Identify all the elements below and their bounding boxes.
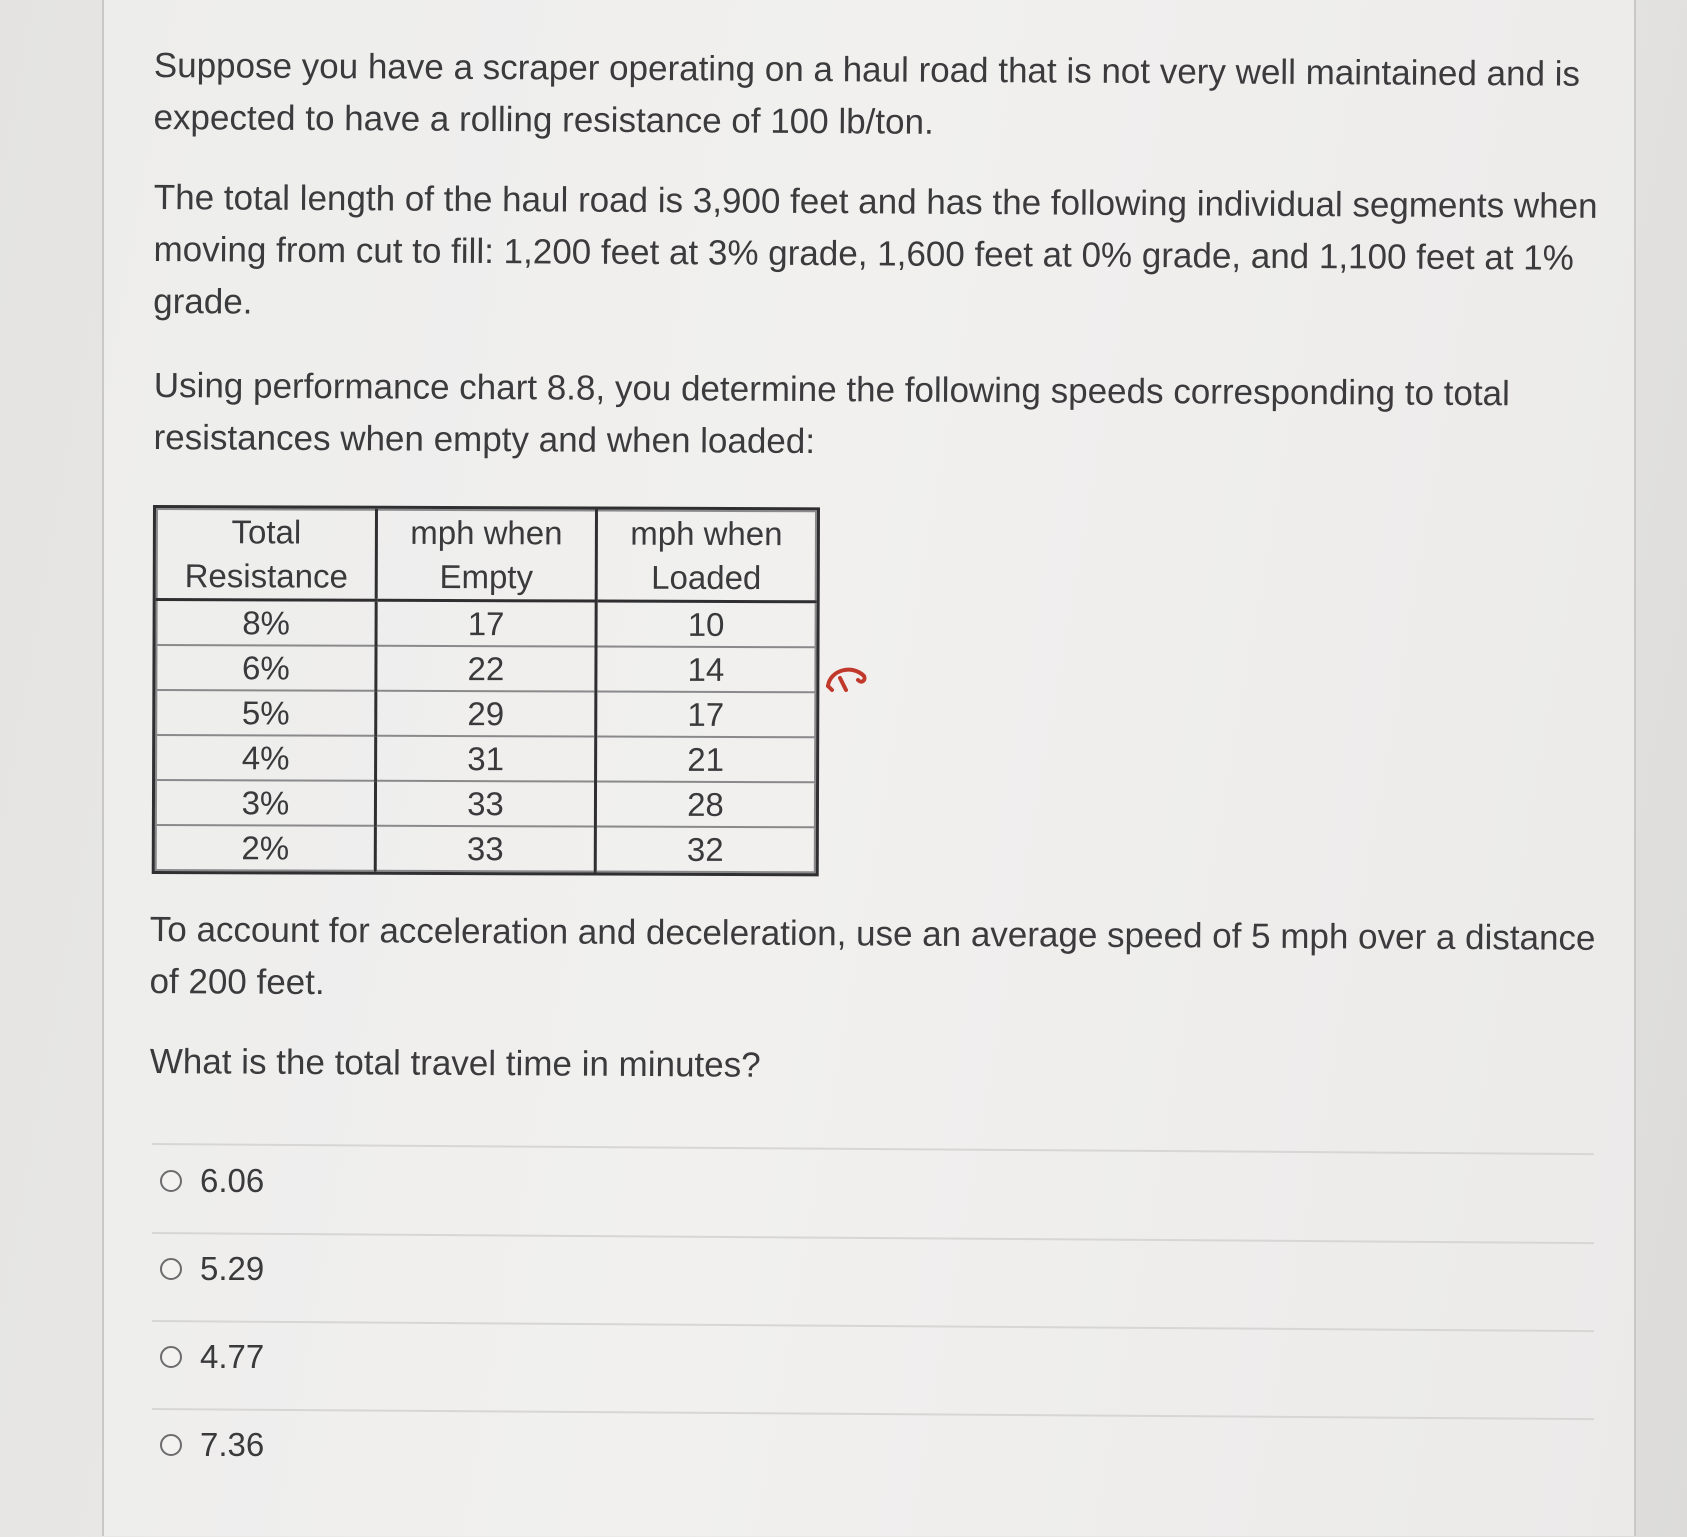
cell-mph-loaded: 32 [595, 827, 815, 873]
question-paragraph-segments: The total length of the haul road is 3,900 feet and has the following individual segments when moving from cut to fill: 1,200 feet at 3% grade, 1,600 feet at 0% grade, and 1,100 feet at 1% grade. [153, 177, 1598, 322]
cell-mph-loaded: 17 [596, 692, 816, 738]
cell-resistance: 5% [156, 690, 376, 736]
cell-mph-empty: 17 [376, 600, 596, 646]
header-line: Resistance [184, 557, 348, 595]
question-paragraph-intro: Suppose you have a scraper operating on a haul road that is not very well maintained and is expected to have a rolling resistance of 100 lb/ton. [153, 45, 1581, 142]
speed-table [155, 508, 817, 873]
header-mph-loaded [596, 511, 816, 602]
answer-option-label: 5.29 [200, 1250, 265, 1287]
radio-unselected-icon[interactable] [160, 1346, 182, 1368]
cell-mph-empty: 33 [375, 781, 595, 827]
radio-unselected-icon[interactable] [160, 1434, 182, 1456]
cell-resistance: 3% [156, 780, 376, 826]
answer-option-4[interactable] [160, 1422, 264, 1468]
cell-mph-loaded: 14 [596, 647, 816, 693]
header-line: mph when [410, 513, 563, 552]
cell-mph-empty: 22 [376, 646, 596, 692]
header-line: mph when [630, 514, 783, 553]
cell-mph-empty: 29 [376, 691, 596, 737]
answer-option-label: 4.77 [200, 1338, 265, 1375]
question-paragraph-chart: Using performance chart 8.8, you determine the following speeds corresponding to total resistances when empty and when loaded: [153, 365, 1510, 462]
table-row [156, 735, 815, 782]
answer-option-1[interactable] [160, 1158, 264, 1204]
header-total-resistance [157, 509, 377, 600]
red-hand-drawn-mark-icon [822, 660, 872, 696]
table-row [156, 780, 815, 827]
table-row [156, 690, 815, 737]
cell-resistance: 4% [156, 735, 376, 781]
cell-mph-loaded: 10 [596, 601, 816, 647]
question-paragraph-acceleration: To account for acceleration and deceleration, use an average speed of 5 mph over a distance of 200 feet. [149, 909, 1596, 1003]
table-row [156, 645, 815, 692]
radio-unselected-icon[interactable] [160, 1258, 182, 1280]
speed-table-header-row [157, 509, 816, 602]
answer-option-3[interactable] [160, 1334, 264, 1380]
cell-resistance: 6% [156, 645, 376, 691]
header-mph-empty [376, 510, 596, 601]
answer-option-2[interactable] [160, 1246, 264, 1292]
cell-mph-loaded: 28 [595, 782, 815, 828]
cell-resistance: 2% [156, 825, 376, 871]
table-row [157, 600, 816, 648]
header-line: Empty [439, 557, 534, 596]
cell-mph-empty: 31 [376, 736, 596, 782]
answer-option-label: 6.06 [200, 1162, 265, 1199]
header-line: Loaded [651, 558, 762, 597]
cell-mph-loaded: 21 [596, 737, 816, 783]
radio-unselected-icon[interactable] [160, 1170, 182, 1192]
answer-option-label: 7.36 [200, 1426, 265, 1463]
cell-resistance: 8% [157, 600, 377, 646]
cell-mph-empty: 33 [375, 826, 595, 872]
header-line: Total [231, 513, 302, 551]
table-row [156, 825, 815, 872]
question-prompt: What is the total travel time in minutes? [149, 1041, 761, 1085]
